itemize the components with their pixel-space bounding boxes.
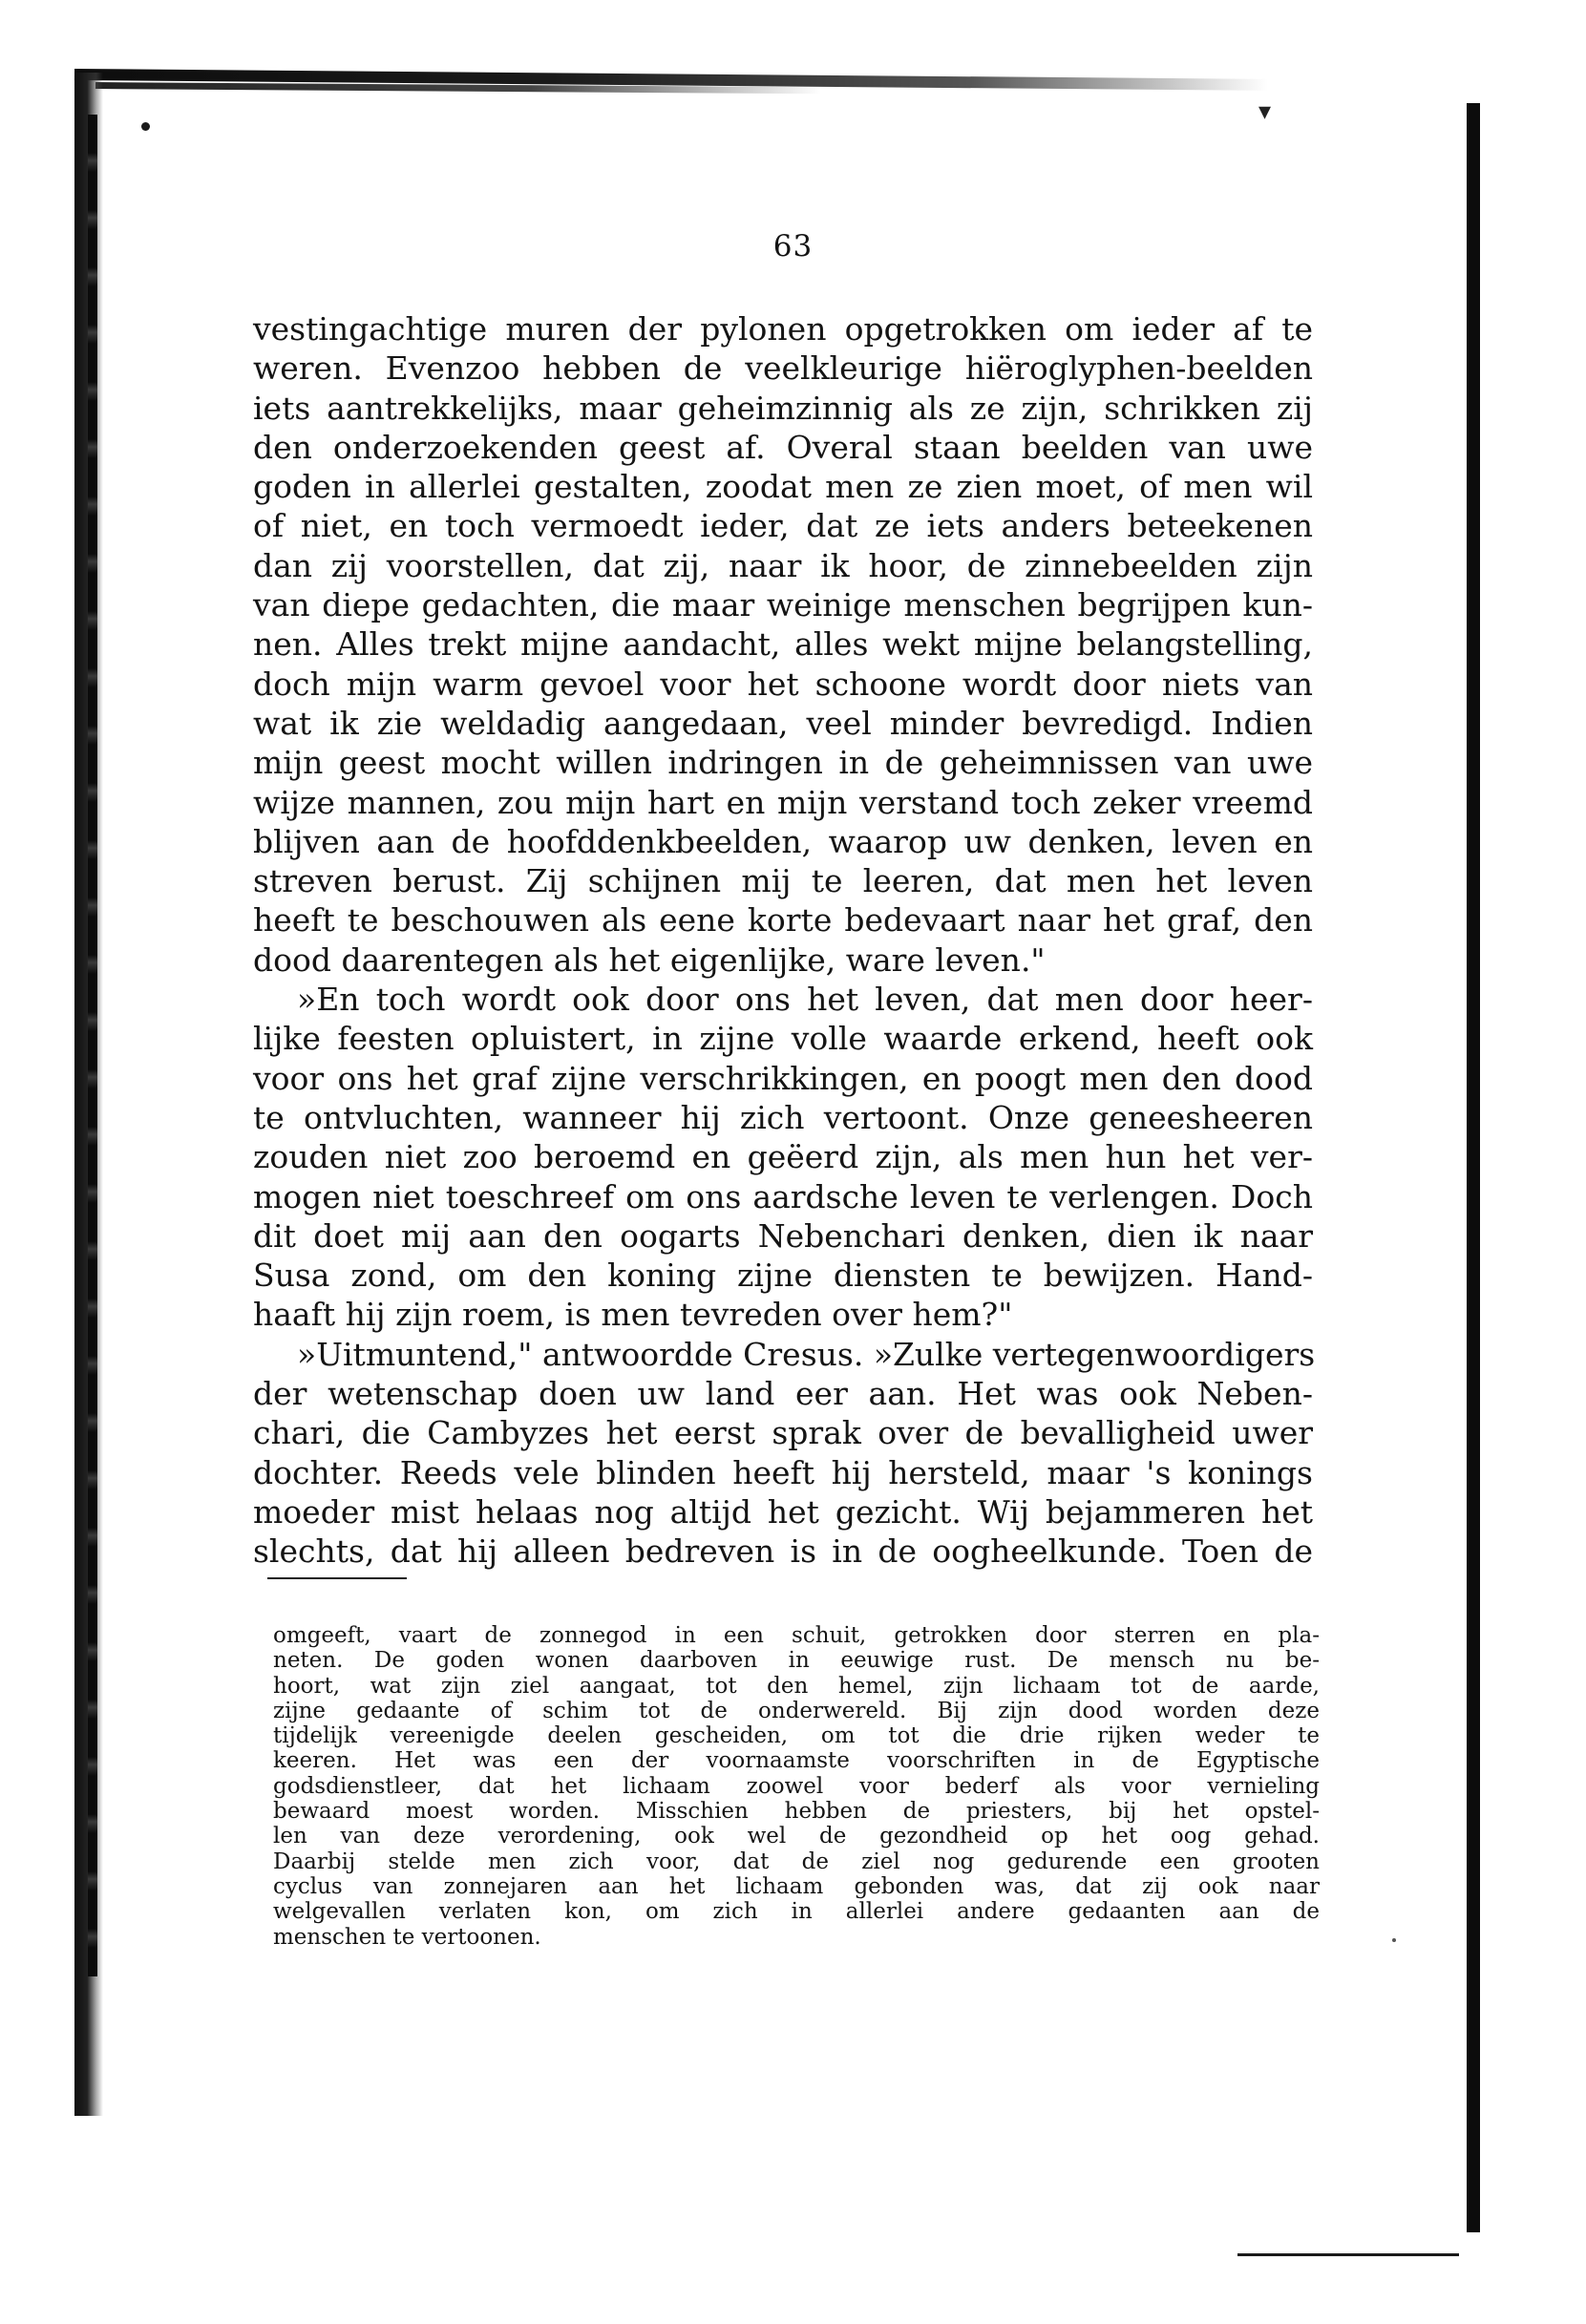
text-line: dood daarentegen als het eigenlijke, ware leven." (253, 940, 1046, 979)
footnote-line: keeren. Het was een der voornaamste voorschriften in de Egyptische (273, 1748, 1320, 1774)
text-line: vestingachtige muren der pylonen opgetrokken om ieder af te (253, 310, 1313, 348)
text-line: dit doet mij aan den oogarts Nebenchari denken, dien ik naar (253, 1216, 1313, 1255)
footnote-line: omgeeft, vaart de zonnegod in een schuit, getrokken door sterren en pla- (273, 1623, 1320, 1648)
text-line: zouden niet zoo beroemd en geëerd zijn, als men hun het ver- (253, 1138, 1313, 1176)
text-line: voor ons het graf zijne verschrikkingen, en poogt men den dood (253, 1059, 1313, 1097)
text-line: Susa zond, om den koning zijne diensten te bewijzen. Hand- (253, 1257, 1313, 1295)
footnote-line: hoort, wat zijn ziel aangaat, tot den hemel, zijn lichaam tot de aarde, (273, 1673, 1320, 1699)
text-line: »Uitmuntend," antwoordde Cresus. »Zulke vertegenwoordigers (297, 1335, 1316, 1373)
text-line: weren. Evenzoo hebben de veelkleurige hiëroglyphen-beelden (253, 349, 1313, 388)
text-line: te ontvluchten, wanneer hij zich vertoont. Onze geneesheeren (253, 1098, 1313, 1136)
footnote (273, 1623, 1320, 1950)
scan-speck (141, 122, 150, 131)
body-text (253, 309, 1316, 1572)
text-line: den onderzoekenden geest af. Overal staan beelden van uwe (253, 428, 1313, 466)
text-line: streven berust. Zij schijnen mij te leeren, dat men het leven (253, 862, 1313, 900)
scan-shadow-right (1467, 103, 1480, 2232)
text-line: dochter. Reeds vele blinden heeft hij hersteld, maar 's konings (253, 1453, 1313, 1491)
text-line: nen. Alles trekt mijne aandacht, alles wekt mijne belangstelling, (253, 625, 1313, 664)
scan-bottom-mark (1237, 2253, 1459, 2256)
scan-shadow-left-inner (88, 115, 97, 1976)
footnote-line: cyclus van zonnejaren aan het lichaam gebonden was, dat zij ook naar (273, 1873, 1320, 1899)
text-line: van diepe gedachten, die maar weinige menschen begrijpen kun- (253, 586, 1313, 624)
text-line: wat ik zie weldadig aangedaan, veel minder bevredigd. Indien (253, 704, 1313, 742)
footnote-line: tijdelijk vereenigde deelen gescheiden, om tot die drie rijken weder te (273, 1723, 1320, 1749)
text-line: chari, die Cambyzes het eerst sprak over de bevalligheid uwer (253, 1414, 1313, 1452)
text-line: slechts, dat hij alleen bedreven is in de oogheelkunde. Toen de (253, 1532, 1313, 1571)
footnote-line: neten. De goden wonen daarboven in eeuwige rust. De mensch nu be- (273, 1648, 1320, 1674)
text-line: haaft hij zijn roem, is men tevreden over hem?" (253, 1296, 1013, 1334)
footnote-rule (267, 1577, 407, 1579)
text-line: mijn geest mocht willen indringen in de geheimnissen van uwe (253, 744, 1313, 782)
text-line: der wetenschap doen uw land eer aan. Het was ook Neben- (253, 1375, 1313, 1413)
footnote-line: godsdienstleer, dat het lichaam zoowel voor bederf als voor vernieling (273, 1773, 1320, 1799)
text-line: blijven aan de hoofddenkbeelden, waarop uw denken, leven en (253, 822, 1313, 860)
text-line: wijze mannen, zou mijn hart en mijn verstand toch zeker vreemd (253, 783, 1313, 821)
footnote-line: bewaard moest worden. Misschien hebben de priesters, bij het opstel- (273, 1799, 1320, 1825)
page-number: 63 (772, 229, 814, 264)
text-line: mogen niet toeschreef om ons aardsche leven te verlengen. Doch (253, 1177, 1313, 1215)
footnote-line: zijne gedaante of schim tot de onderwereld. Bij zijn dood worden deze (273, 1698, 1320, 1723)
text-line: goden in allerlei gestalten, zoodat men ze zien moet, of men wil (253, 468, 1313, 506)
scan-corner-mark-icon: ▾ (1258, 97, 1272, 126)
scan-speck-right (1392, 1938, 1396, 1942)
text-line: dan zij voorstellen, dat zij, naar ik hoor, de zinnebeelden zijn (253, 546, 1313, 584)
footnote-line: menschen te vertoonen. (273, 1924, 541, 1950)
footnote-line: len van deze verordening, ook wel de gezondheid op het oog gehad. (273, 1824, 1320, 1849)
footnote-line: welgevallen verlaten kon, om zich in allerlei andere gedaanten aan de (273, 1899, 1320, 1925)
footnote-line: Daarbij stelde men zich voor, dat de ziel nog gedurende een grooten (273, 1849, 1320, 1874)
text-line: iets aantrekkelijks, maar geheimzinnig als ze zijn, schrikken zij (253, 389, 1313, 427)
text-line: doch mijn warm gevoel voor het schoone wordt door niets van (253, 665, 1313, 703)
text-line: heeft te beschouwen als eene korte bedevaart naar het graf, den (253, 901, 1313, 940)
text-line: of niet, en toch vermoedt ieder, dat ze iets anders beteekenen (253, 507, 1313, 545)
text-line: »En toch wordt ook door ons het leven, dat men door heer- (297, 981, 1313, 1019)
text-line: moeder mist helaas nog altijd het gezicht. Wij bejammeren het (253, 1492, 1313, 1531)
text-line: lijke feesten opluistert, in zijne volle waarde erkend, heeft ook (253, 1020, 1313, 1058)
